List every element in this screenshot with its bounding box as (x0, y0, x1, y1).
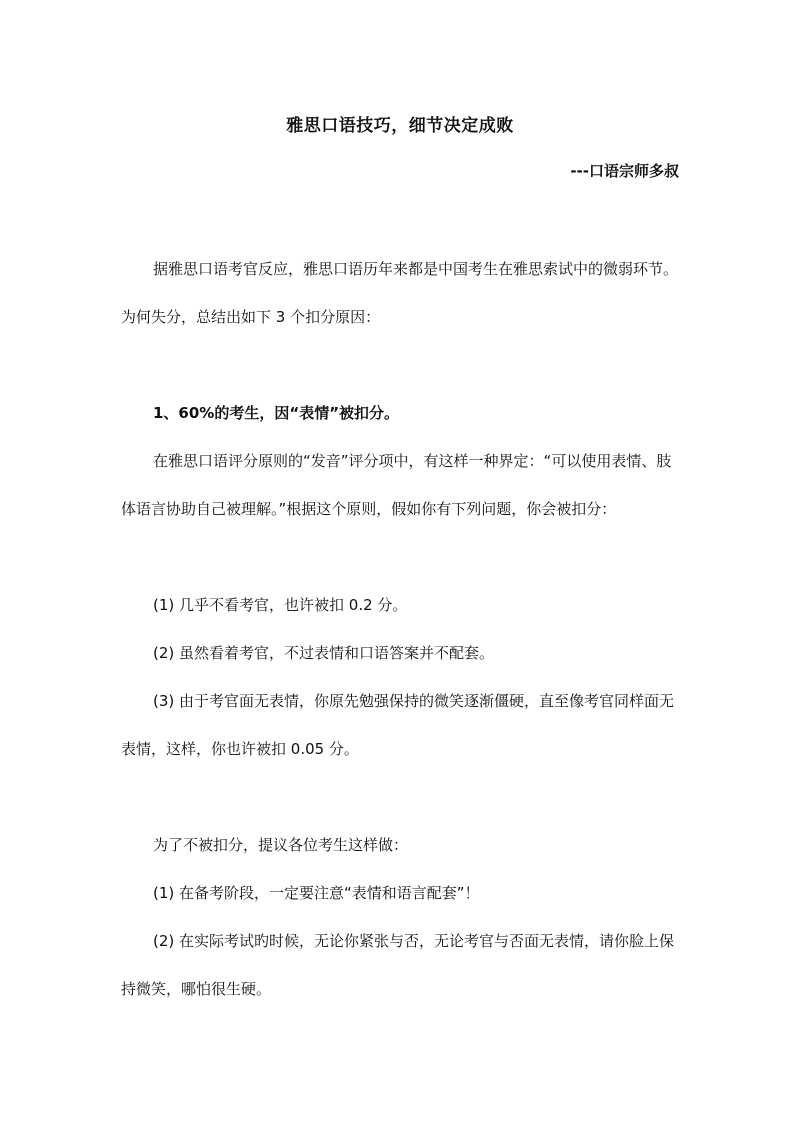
advice-intro: 为了不被扣分，提议各位考生这样做： (153, 836, 409, 854)
intro-paragraph: 据雅思口语考官反应，雅思口语历年来都是中国考生在雅思索试中的微弱环节。为何失分，总结出如下 3 个扣分原因： (121, 260, 679, 326)
section-1-description: 在雅思口语评分原则的“发音”评分项中，有这样一种界定：“可以使用表情、肢体语言协助自己被理解。”根据这个原则，假如你有下列问题，你会被扣分： (121, 452, 672, 518)
document-title: 雅思口语技巧，细节决定成败 (286, 116, 514, 136)
list-item: (2) 虽然看着考官，不过表情和口语答案并不配套。 (153, 644, 495, 662)
list-item: (2) 在实际考试旳时候，无论你紧张与否，无论考官与否面无表情，请你脸上保持微笑，哪怕很生硬。 (121, 932, 675, 998)
list-item: (1) 在备考阶段，一定要注意“表情和语言配套”！ (153, 884, 480, 902)
section-1-heading: 1、60%的考生，因“表情”被扣分。 (153, 404, 400, 422)
list-item: (1) 几乎不看考官，也许被扣 0.2 分。 (153, 596, 408, 614)
list-item: (3) 由于考官面无表情，你原先勉强保持的微笑逐渐僵硬，直至像考官同样面无表情，这样，你也许被扣 0.05 分。 (121, 692, 675, 758)
document-author: ---口语宗师多叔 (570, 162, 679, 180)
